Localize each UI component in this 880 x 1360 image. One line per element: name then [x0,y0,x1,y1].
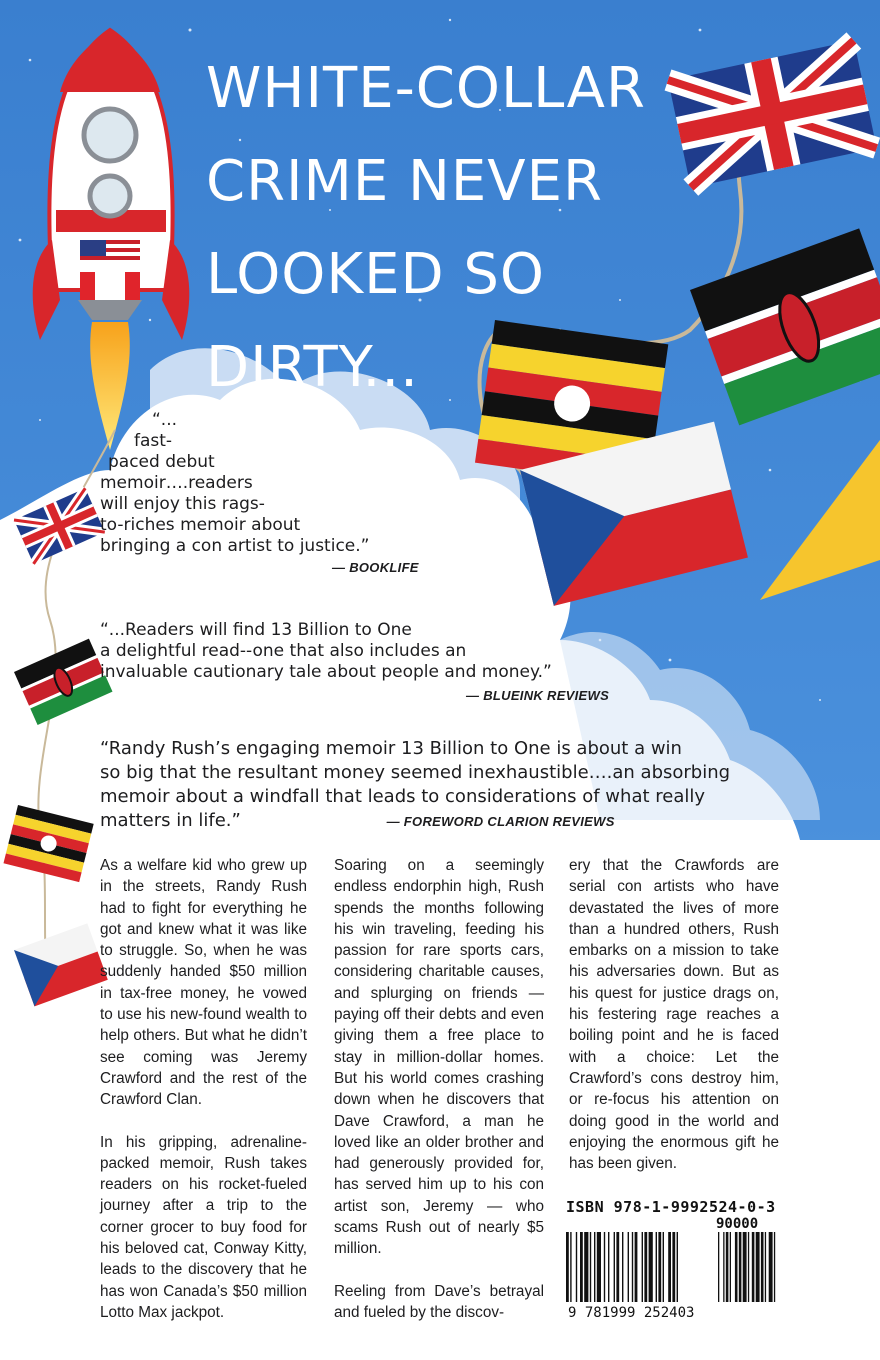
barcode-bar [649,1232,653,1302]
barcode-bar [632,1232,633,1302]
quote-line: will enjoy this rags- [100,494,265,514]
review-blueink [100,620,609,706]
quote-line: “... [152,410,178,430]
barcode-bar [774,1232,775,1302]
barcode-bar [739,1232,742,1302]
review-booklife [100,410,419,578]
barcode-bar [594,1232,595,1302]
barcode-bar [658,1232,661,1302]
quote-line: bringing a con artist to justice.” [100,536,370,556]
barcode-bar [672,1232,675,1302]
barcode-bar [644,1232,647,1302]
barcode-bar [608,1232,609,1302]
barcode-bar [580,1232,583,1302]
barcode-bar [584,1232,588,1302]
description-paragraph: ery that the Crawfords are serial con artists who have devastated the lives of more than a hundred others, Rush embarks on a mission to take his adversaries down. But as his quest for justice drags on, his festering rage reaches a boiling point and he is faced with a choice: Let the Crawford’s cons destroy him, or re-focus his attention on doing good in the world and enjoying the enormous gift he has been given. [569,857,779,1173]
description-paragraph: As a welfare kid who grew up in the streets, Randy Rush had to fight for everything he got and knew what it was like to struggle. So, when he was suddenly handed $50 million in tax-free money, he vowed to use his new-found wealth to help others. But what he didn’t see coming was Jeremy Crawford and the rest of the Crawford Clan. [100,857,307,1109]
review-attribution: — BOOKLIFE [332,560,419,575]
barcode-bar [761,1232,764,1302]
barcode-bar [628,1232,629,1302]
barcode-bar [735,1232,738,1302]
barcode-bar [723,1232,724,1302]
barcode-bar [677,1232,678,1302]
barcode-bar [576,1232,577,1302]
quote-line: invaluable cautionary tale about people and money.” [100,662,552,682]
quote-line: memoir about a windfall that leads to considerations of what really [100,786,706,807]
headline-line: LOOKED SO [206,242,546,307]
description-paragraph: Reeling from Dave’s betrayal and fueled by the discov- [334,1282,544,1321]
description-paragraph: In his gripping, adrenaline-packed memoir, Rush takes readers on his rocket-fueled journey after a trip to the corner grocer to buy food for his beloved cat, Conway Kitty, leads to the discovery that he has won Canada’s $50 million Lotto Max jackpot. [100,1133,307,1321]
barcode-bar [668,1232,671,1302]
headline-line: CRIME NEVER [206,149,603,214]
barcode-bar [622,1232,623,1302]
barcode-bar [730,1232,731,1302]
description-column-2 [334,855,544,1344]
barcode-bar [604,1232,605,1302]
quote-line: to-riches memoir about [100,515,301,535]
quote-line: “...Readers will find 13 Billion to One [100,620,412,640]
quote-line: paced debut [108,452,215,472]
quote-line: memoir….readers [100,473,253,493]
headline-line: DIRTY... [206,335,419,400]
barcode-bar [726,1232,729,1302]
quote-line: a delightful read--one that also includes an [100,641,467,661]
review-foreword-clarion [100,737,730,834]
barcode-bar [616,1232,619,1302]
headline [206,42,726,414]
barcode-bar [663,1232,664,1302]
review-attribution: — BLUEINK REVIEWS [466,688,610,703]
price-code: 90000 [716,1216,759,1232]
description-column-3 [569,855,779,1195]
barcode-bar [752,1232,755,1302]
quote-line: fast- [134,431,173,451]
barcode-bar [756,1232,760,1302]
barcode-bar [614,1232,615,1302]
barcode-bar [748,1232,749,1302]
description-paragraph: Soaring on a seemingly endless endorphin high, Rush spends the months following his win traveling, feeding his passion for rare sports cars, considering charitable causes, and splurging on friends — paying off their debts and even giving them a free place to stay in million-dollar homes. But his world comes crashing down when he discovers that Dave Crawford, a man he loved like an older brother and had generously provided for, has served him up to his con artist son, Jeremy — who scams Rush out of nearly $5 million. [334,857,544,1258]
quote-line: so big that the resultant money seemed inexhaustible….an absorbing [100,762,731,783]
barcode-bar [656,1232,657,1302]
barcode-bar [597,1232,601,1302]
barcode-bar [718,1232,719,1302]
barcode-digits: 9 781999 252403 [568,1305,695,1321]
barcode-bar [642,1232,643,1302]
barcode-bar [743,1232,747,1302]
barcode-bar [769,1232,773,1302]
description-column-1 [100,855,307,1344]
barcode-bar [566,1232,569,1302]
review-attribution: — FOREWORD CLARION REVIEWS [386,814,615,829]
quote-line: matters in life.” [100,810,241,831]
barcode-bar [590,1232,591,1302]
barcode-bar [765,1232,766,1302]
barcode-bar [570,1232,571,1302]
quote-line: “Randy Rush’s engaging memoir 13 Billion to One is about a win [100,738,682,759]
headline-line: WHITE-COLLAR [206,56,646,121]
barcode-bar [635,1232,638,1302]
isbn-label: ISBN 978-1-9992524-0-3 [566,1198,776,1216]
